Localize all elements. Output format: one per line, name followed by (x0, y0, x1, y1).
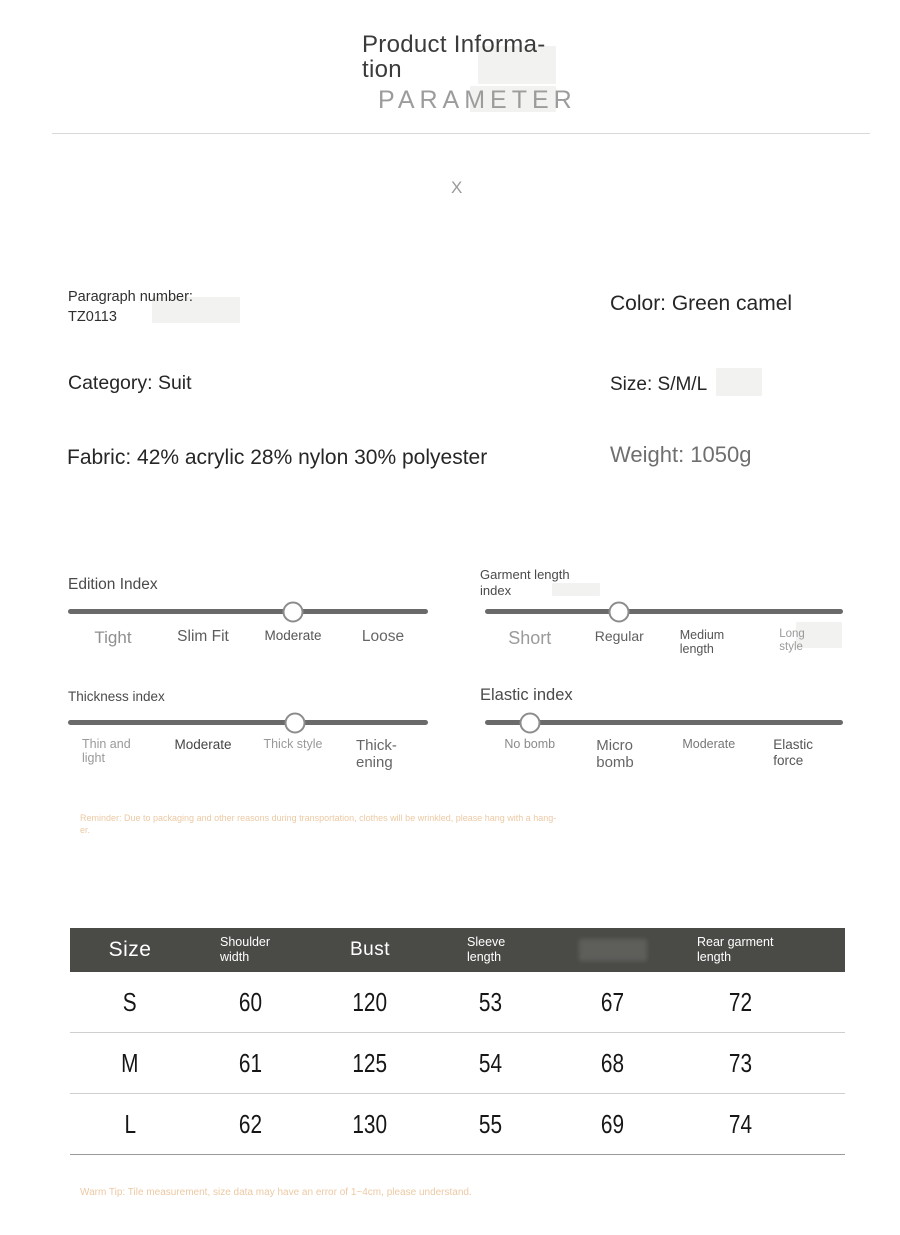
edition-index-labels (68, 628, 428, 648)
slider-label: Regular (594, 628, 644, 644)
cell-shoulder-width: 61 (238, 1047, 262, 1078)
cell-obscured-column: 67 (600, 986, 625, 1017)
product-weight: Weight: 1050g (610, 442, 752, 467)
column-header-shoulder-width: Shoulder width (220, 935, 271, 964)
page-title-line1: Product Informa- (362, 31, 546, 58)
page-subtitle: PARAMETER (378, 86, 577, 114)
cell-rear-garment-length: 74 (728, 1108, 752, 1139)
image-placeholder-x: X (451, 178, 463, 197)
header-divider (52, 133, 870, 134)
slider-label: Tight (94, 628, 132, 647)
garment-length-index-labels (485, 628, 843, 657)
slider-label: Moderate (174, 737, 232, 752)
cell-shoulder-width: 60 (238, 986, 262, 1017)
thickness-index-labels (68, 737, 428, 772)
edition-index-title: Edition Index (68, 576, 158, 593)
cell-obscured-column: 69 (600, 1108, 625, 1139)
elastic-index-labels (485, 737, 843, 772)
slider-label: Thick-ening (356, 737, 397, 772)
reminder-line2: er. (80, 824, 91, 835)
warm-tip: Warm Tip: Tile measurement, size data may have an error of 1~4cm, please understand. (80, 1187, 472, 1198)
column-header-sleeve-length: Sleeve length (467, 935, 506, 964)
slider-label: Medium length (679, 628, 725, 657)
slider-label: Elastic force (773, 737, 814, 768)
cell-rear-garment-length: 73 (728, 1047, 752, 1078)
product-category: Category: Suit (68, 372, 192, 394)
cell-sleeve-length: 55 (478, 1108, 502, 1139)
slider-label: Thick style (263, 737, 323, 751)
cell-size: M (121, 1047, 139, 1078)
slider-label: Thin and light (82, 737, 131, 766)
cell-bust: 125 (352, 1047, 388, 1078)
cell-sleeve-length: 53 (478, 986, 502, 1017)
table-row (70, 972, 845, 1033)
size-table-header (70, 928, 845, 972)
product-color: Color: Green camel (610, 292, 793, 315)
thickness-index-knob (284, 712, 305, 733)
slider-label: Long style (779, 628, 805, 654)
product-fabric: Fabric: 42% acrylic 28% nylon 30% polyester (67, 446, 488, 469)
cell-rear-garment-length: 72 (728, 986, 752, 1017)
table-row (70, 1094, 845, 1155)
cell-sleeve-length: 54 (478, 1047, 502, 1078)
elastic-index-title: Elastic index (480, 686, 573, 704)
size-table (70, 928, 845, 1155)
elastic-index-track (485, 720, 843, 725)
column-header-size: Size (108, 938, 152, 961)
table-row (70, 1033, 845, 1094)
column-header-obscured (550, 939, 675, 961)
garment-length-index-title: Garment length index (480, 567, 570, 598)
slider-label: Short (508, 628, 552, 648)
elastic-index-knob (519, 712, 540, 733)
slider-label: Loose (361, 628, 405, 645)
slider-label: Slim Fit (177, 628, 229, 645)
slider-label: No bomb (504, 737, 556, 751)
cell-obscured-column: 68 (600, 1047, 625, 1078)
overlay-patch (716, 368, 762, 396)
edition-index-knob (283, 601, 304, 622)
cell-shoulder-width: 62 (238, 1108, 262, 1139)
paragraph-number-label: Paragraph number: (68, 289, 193, 305)
garment-length-index-track (485, 609, 843, 614)
thickness-index-title: Thickness index (68, 689, 165, 704)
slider-label: Moderate (682, 737, 736, 751)
blurred-label (579, 939, 647, 961)
edition-index-track (68, 609, 428, 614)
page-title-line2: tion (362, 55, 402, 83)
column-header-bust: Bust (349, 939, 391, 960)
cell-bust: 120 (352, 986, 388, 1017)
garment-length-index-knob (609, 601, 630, 622)
cell-size: L (124, 1108, 136, 1139)
cell-bust: 130 (352, 1108, 388, 1139)
paragraph-number-value: TZ0113 (68, 308, 117, 325)
slider-label: Micro bomb (596, 737, 634, 772)
slider-label: Moderate (264, 628, 322, 643)
cell-size: S (123, 986, 137, 1017)
reminder-line1: Reminder: Due to packaging and other reasons during transportation, clothes will be wrinkled, please hang with a hang- (80, 813, 557, 823)
reminder-note (80, 813, 660, 836)
product-size: Size: S/M/L (610, 374, 708, 395)
column-header-rear-garment-length: Rear garment length (697, 935, 774, 964)
paragraph-number-block (68, 288, 193, 327)
page-title (362, 33, 546, 82)
thickness-index-track (68, 720, 428, 725)
